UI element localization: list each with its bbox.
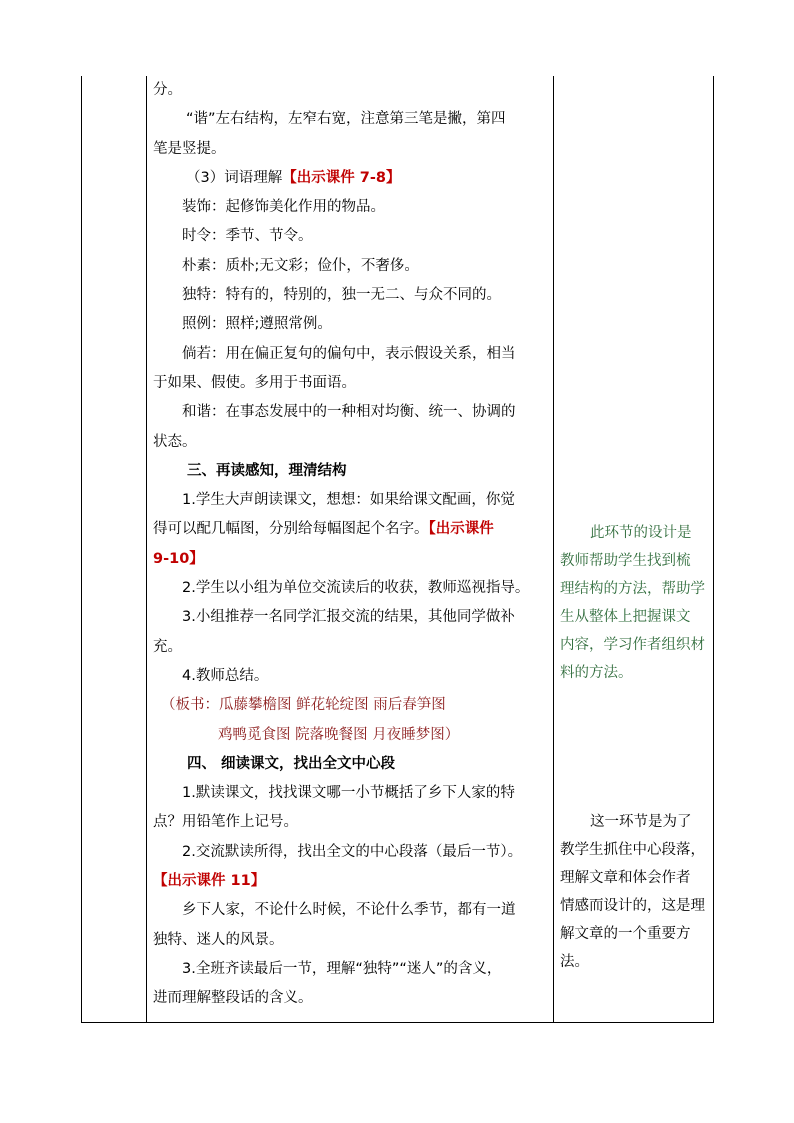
text-line (153, 515, 553, 544)
note-line: 解文章的一个重要方 (560, 926, 691, 942)
text-line: “谐”左右结构，左窄右宽，注意第三笔是撇，第四 (186, 111, 506, 128)
note-line: 理结构的方法，帮助学 (560, 581, 705, 597)
text-line: 装饰：起修饰美化作用的物品。 (182, 199, 385, 216)
table-border-left (81, 76, 82, 1022)
text-line: 4.教师总结。 (182, 667, 269, 684)
text-line: 1.学生大声朗读课文，想想：如果给课文配画，你觉 (182, 492, 515, 509)
text-line: 照例：照样;遵照常例。 (182, 316, 332, 333)
text-line: 2.交流默读所得，找出全文的中心段落（最后一节）。 (182, 843, 523, 860)
note-line: 情感而设计的，这是理 (560, 898, 705, 914)
table-border-bottom (81, 1022, 714, 1023)
text-line: 时令：季节、节令。 (182, 228, 313, 245)
table-border-col2 (146, 76, 147, 1022)
courseware-tag: 【出示课件 7-8】 (282, 169, 401, 186)
board-items: 瓜藤攀檐图 鲜花轮绽图 雨后春笋图 (219, 697, 446, 714)
text-line: 3.小组推荐一名同学汇报交流的结果，其他同学做补 (182, 609, 515, 626)
note-line: 理解文章和体会作者 (560, 870, 691, 886)
design-note-structure (560, 519, 712, 687)
board-writing: 鸡鸭觅食图 院落晚餐图 月夜睡梦图） (218, 726, 460, 743)
text-line: 3.全班齐读最后一节，理解“独特”“迷人”的含义， (182, 960, 502, 977)
note-line: 料的方法。 (560, 665, 633, 681)
note-line: 教学生抓住中心段落， (560, 842, 705, 858)
table-border-right (713, 76, 714, 1022)
text-line: 和谐：在事态发展中的一种相对均衡、统一、协调的 (182, 404, 516, 421)
text-line: 1.默读课文，找找课文哪一小节概括了乡下人家的特 (182, 785, 515, 802)
text-line: 进而理解整段话的含义。 (153, 990, 313, 1007)
text-line: 点？用铅笔作上记号。 (153, 814, 298, 831)
text-line: 朴素：质朴;无文彩；俭仆，不奢侈。 (182, 257, 419, 274)
text-line: 乡下人家，不论什么时候，不论什么季节，都有一道 (182, 902, 516, 919)
note-line: 这一环节是为了 (590, 814, 692, 830)
text-line: 独特：特有的，特别的，独一无二、与众不同的。 (182, 287, 501, 304)
note-line: 生从整体上把握课文 (560, 609, 691, 625)
text-line: 充。 (153, 638, 182, 655)
text-line: 倘若：用在偏正复句的偏句中，表示假设关系，相当 (182, 345, 516, 362)
text-line (153, 164, 553, 193)
teaching-process-cell (153, 76, 553, 1014)
note-line: 法。 (560, 954, 589, 970)
courseware-tag: 9-10】 (153, 550, 204, 567)
text-line: 状态。 (153, 433, 197, 450)
text-line: 笔是竖提。 (153, 140, 226, 157)
vocab-heading: （3）词语理解 (186, 169, 283, 186)
table-border-col3 (553, 76, 554, 1022)
text-line: 分。 (153, 82, 182, 98)
board-writing (161, 691, 553, 720)
text-span: 得可以配几幅图，分别给每幅图起个名字。 (153, 521, 429, 538)
section-heading: 四、 细读课文，找出全文中心段 (187, 755, 396, 772)
note-line: 教师帮助学生找到梳 (560, 553, 691, 569)
note-line: 此环节的设计是 (590, 525, 692, 541)
text-line: 于如果、假使。多用于书面语。 (153, 374, 356, 391)
text-line: 2.学生以小组为单位交流读后的收获，教师巡视指导。 (182, 580, 530, 597)
design-note-central-paragraph (560, 808, 712, 976)
courseware-tag: 【出示课件 11】 (153, 873, 266, 890)
board-label: （板书： (161, 697, 219, 714)
section-heading: 三、再读感知，理清结构 (187, 462, 347, 479)
note-line: 内容，学习作者组织材 (560, 637, 705, 653)
text-line: 独特、迷人的风景。 (153, 931, 284, 948)
courseware-tag: 【出示课件 (428, 521, 494, 538)
